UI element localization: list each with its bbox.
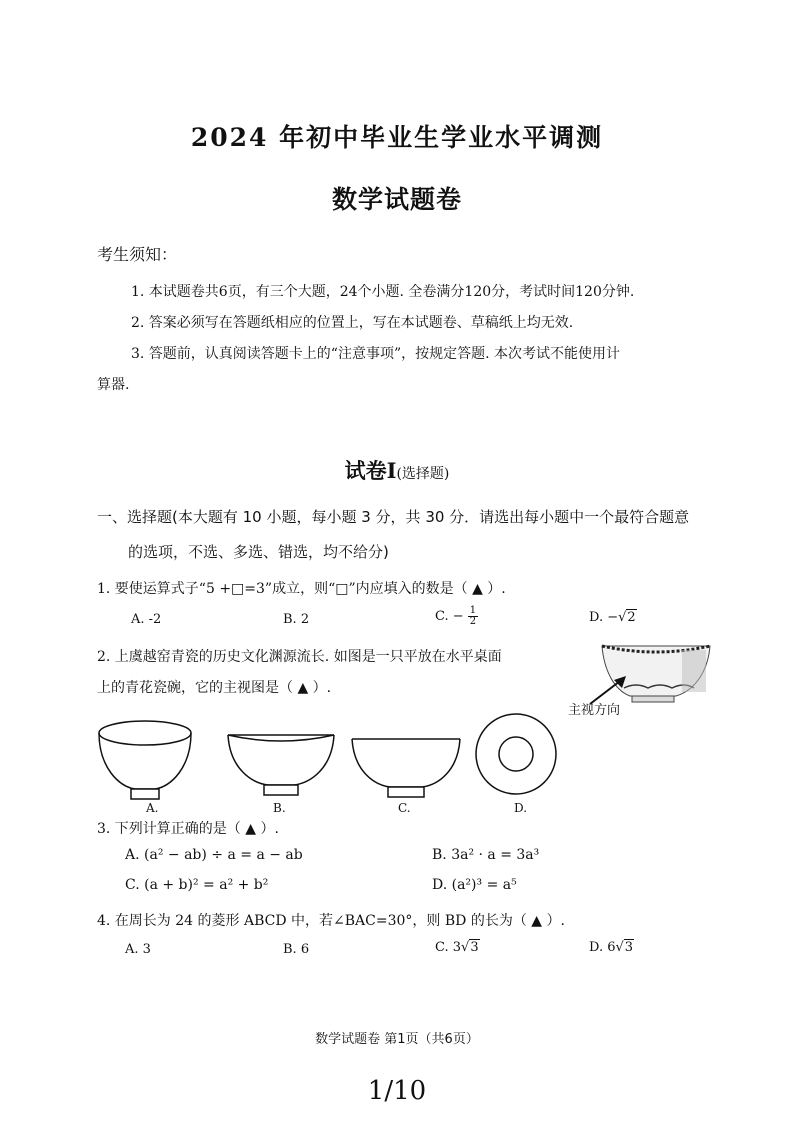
part1-line1: 一、选择题(本大题有 10 小题，每小题 3 分，共 30 分．请选出每小题中一个最符合题意 (97, 508, 690, 526)
part1-line2: 的选项，不选、多选、错选，均不给分) (128, 543, 389, 561)
q4-option-b: B. 6 (283, 942, 310, 957)
q2-line2: 上的青花瓷碗，它的主视图是（ ▲ ）. (97, 680, 332, 696)
section-title-main: 试卷Ⅰ (344, 458, 397, 483)
notice-item-3-cont: 算器. (97, 377, 130, 393)
q4-option-c-prefix: C. 3 (435, 940, 462, 955)
notice-item-3: 3. 答题前，认真阅读答题卡上的“注意事项”，按规定答题. 本次考试不能使用计 (131, 346, 621, 362)
q3-option-b: B. 3a² · a = 3a³ (432, 847, 540, 863)
page-number: 1/10 (367, 1076, 427, 1106)
q3-option-d: D. (a²)³ = a⁵ (432, 877, 517, 893)
q4-option-c-radicand: 3 (470, 940, 479, 955)
q1-option-d-prefix: D. − (589, 610, 619, 625)
page-footer: 数学试题卷 第1页（共6页） (315, 1032, 479, 1047)
q1-option-c (435, 606, 478, 627)
q1-option-c-denominator: 2 (469, 616, 477, 627)
q4-option-c: C. 3√3 (435, 940, 479, 955)
bowl-option-d-label: D. (514, 801, 528, 815)
q2-line1: 2. 上虞越窑青瓷的历史文化渊源流长. 如图是一只平放在水平桌面 (97, 649, 502, 665)
q1-option-c-fraction (468, 606, 478, 627)
section-title-note: (选择题) (396, 466, 450, 482)
notice-item-2: 2. 答案必须写在答题纸相应的位置上，写在本试题卷、草稿纸上均无效. (131, 315, 574, 331)
q3-option-c: C. (a + b)² = a² + b² (125, 877, 269, 893)
q1-option-d-radicand: 2 (627, 610, 636, 625)
view-direction-label: 主视方向 (568, 703, 621, 718)
q1-option-c-prefix: C. − (435, 609, 464, 624)
bowl-option-c-label: C. (398, 801, 411, 815)
q1-option-a: A. -2 (131, 612, 162, 627)
bowl-option-b-drawing (226, 725, 336, 805)
q3-stem: 3. 下列计算正确的是（ ▲ ）. (97, 821, 279, 837)
q3-option-a: A. (a² − ab) ÷ a = a − ab (125, 847, 303, 863)
exam-title: 2024 年初中毕业生学业水平调测 (190, 123, 604, 152)
q4-stem: 4. 在周长为 24 的菱形 ABCD 中，若∠BAC=30°，则 BD 的长为（ ▲ ）. (97, 913, 565, 929)
notice-heading: 考生须知： (97, 245, 178, 264)
bowl-option-c-drawing (350, 733, 462, 803)
exam-subtitle: 数学试题卷 (331, 185, 462, 214)
q4-option-d-radicand: 3 (624, 940, 634, 955)
q1-option-b: B. 2 (283, 612, 310, 627)
notice-item-1: 1. 本试题卷共6页，有三个大题，24个小题. 全卷满分120分，考试时间120分钟. (131, 284, 635, 300)
q4-option-d: D. 6√3 (589, 940, 634, 955)
bowl-option-a-drawing (95, 715, 195, 805)
section-title (0, 455, 794, 485)
q1-option-d: D. −√2 (589, 610, 636, 625)
bowl-option-b-label: B. (273, 801, 286, 815)
bowl-option-d-drawing (474, 712, 558, 796)
bowl-option-a-label: A. (146, 801, 159, 815)
q4-option-a: A. 3 (125, 942, 151, 957)
q1-stem: 1. 要使运算式子“5 +□=3”成立，则“□”内应填入的数是（ ▲ ）. (97, 581, 506, 597)
q4-option-d-prefix: D. 6 (589, 940, 616, 955)
q1-option-c-numerator: 1 (469, 605, 477, 616)
